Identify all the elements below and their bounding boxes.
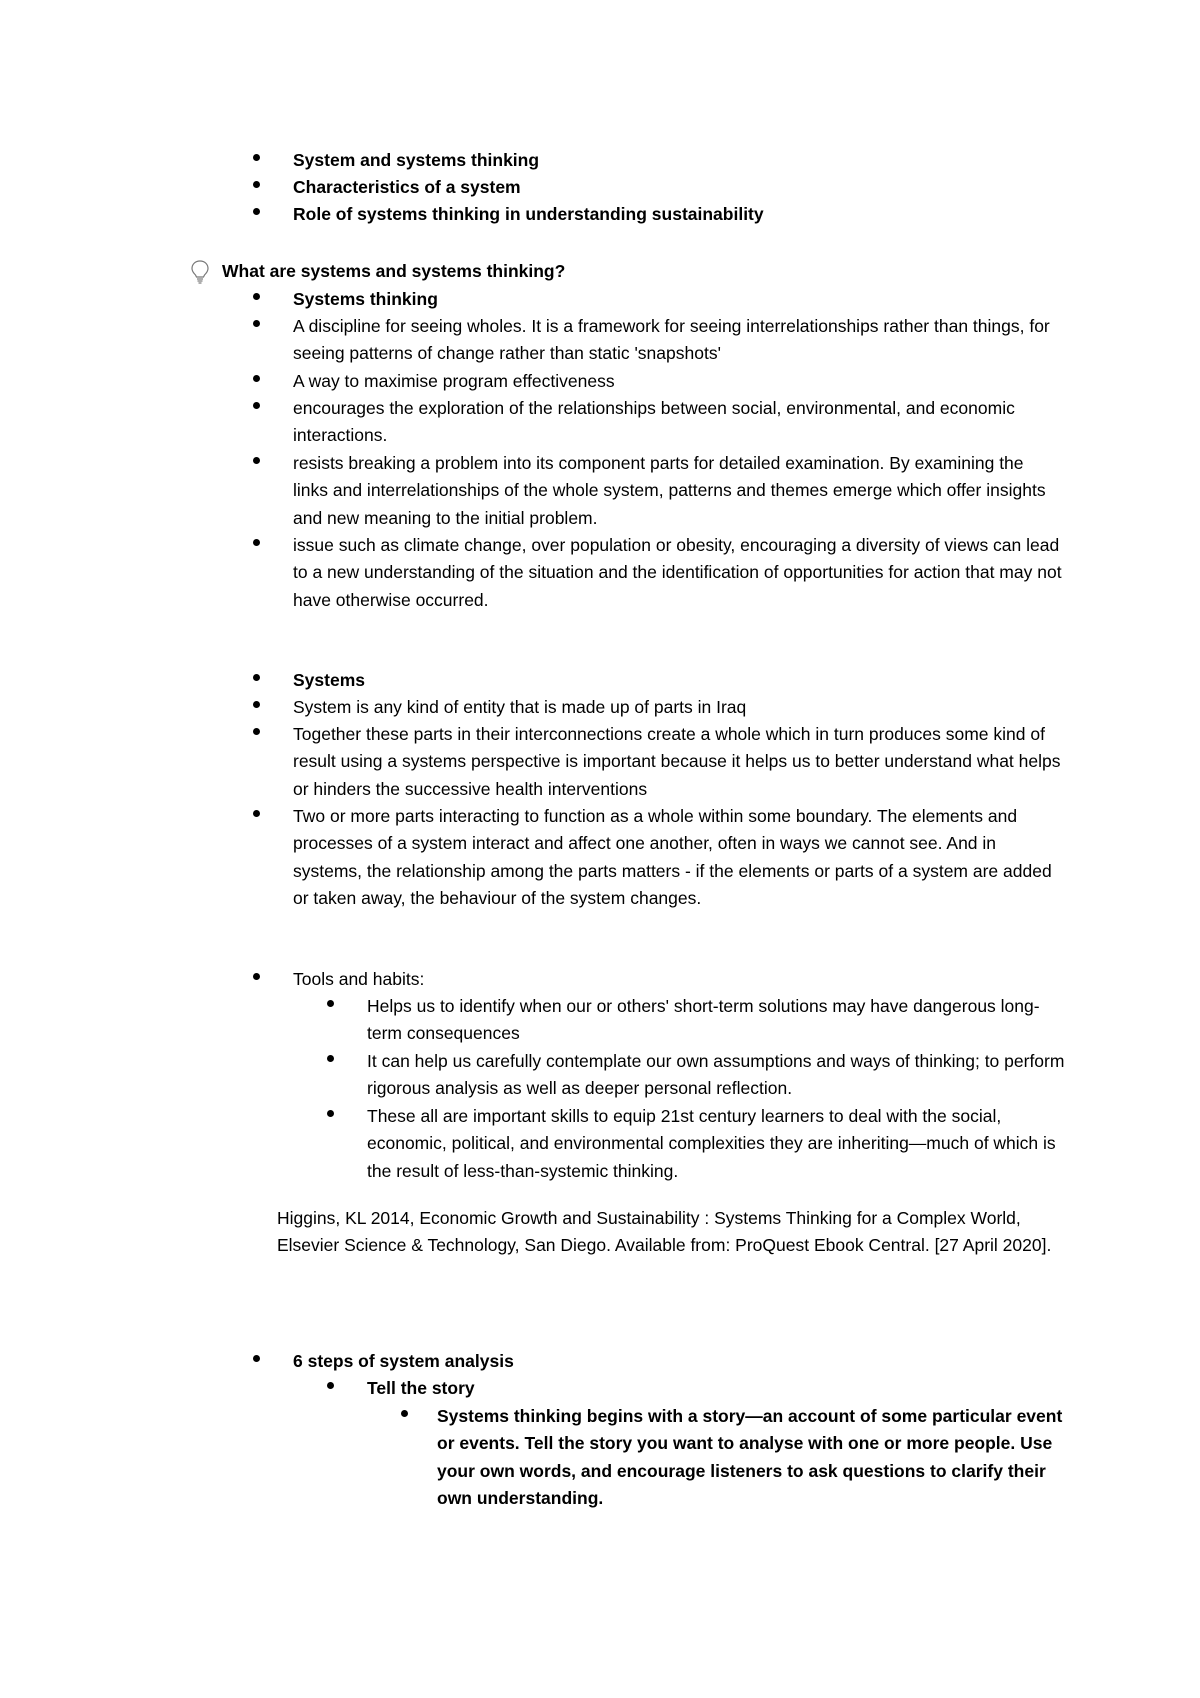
list-item-text: A discipline for seeing wholes. It is a framework for seeing interrelationships rather than things, for seeing patterns of change rather than static 'snapshots' [293, 316, 1050, 364]
list-item [253, 286, 1063, 313]
list-item-text: Systems thinking begins with a story—an account of some particular event or events. Tell the story you want to analyse with one or more people. Use your own words, and encourage listeners to ask questions to clarify their own understanding. [437, 1406, 1063, 1508]
bullet-icon [253, 810, 260, 817]
bullet-icon [401, 1410, 408, 1417]
list-item-text: Tell the story [367, 1378, 475, 1398]
list-item [327, 1048, 1067, 1103]
bullet-icon [327, 1382, 334, 1389]
bullet-icon [253, 1355, 260, 1362]
bullet-icon [253, 402, 260, 409]
bullet-icon [253, 539, 260, 546]
list-item-text: Helps us to identify when our or others' short-term solutions may have dangerous long-term consequences [367, 996, 1040, 1044]
bullet-icon [253, 728, 260, 735]
list-item [327, 1103, 1067, 1185]
bullet-icon [327, 1055, 334, 1062]
section-heading-text: What are systems and systems thinking? [222, 261, 566, 281]
list-item-text: Systems thinking [293, 289, 438, 309]
list-item [253, 174, 1063, 201]
list-item-text: 6 steps of system analysis [293, 1351, 514, 1371]
list-item [253, 532, 1063, 614]
list-item-text: resists breaking a problem into its component parts for detailed examination. By examining the links and interrelationships of the whole system, patterns and themes emerge which offer insights and new meaning to the initial problem. [293, 453, 1046, 528]
bullet-icon [253, 457, 260, 464]
list-item [253, 966, 1063, 993]
bullet-icon [327, 1000, 334, 1007]
bullet-icon [327, 1110, 334, 1117]
list-item-text: Tools and habits: [293, 969, 425, 989]
list-item-text: System and systems thinking [293, 150, 540, 170]
list-item [253, 147, 1063, 174]
list-item-text: Systems [293, 670, 365, 690]
bullet-icon [253, 181, 260, 188]
list-item [253, 803, 1063, 912]
list-item-text: issue such as climate change, over population or obesity, encouraging a diversity of views can lead to a new understanding of the situation and the identification of opportunities for action that may not have otherwise occurred. [293, 535, 1062, 610]
list-item [253, 201, 1063, 228]
lightbulb-icon [190, 260, 210, 284]
bullet-icon [253, 973, 260, 980]
list-item [253, 313, 1063, 368]
list-item-text: Role of systems thinking in understanding sustainability [293, 204, 764, 224]
list-item [327, 1375, 1067, 1402]
list-item-text: System is any kind of entity that is made up of parts in Iraq [293, 697, 747, 717]
bullet-icon [253, 701, 260, 708]
list-item [253, 450, 1063, 532]
bullet-icon [253, 375, 260, 382]
list-item-text: Characteristics of a system [293, 177, 521, 197]
list-item-text: Together these parts in their interconnections create a whole which in turn produces some kind of result using a systems perspective is important because it helps us to better understand what helps or hinders the successive health interventions [293, 724, 1061, 799]
list-item [253, 694, 1063, 721]
list-item [253, 1348, 1063, 1375]
list-item-text: These all are important skills to equip 21st century learners to deal with the social, economic, political, and environmental complexities they are inheriting—much of which is the result of less-than-systemic thinking. [367, 1106, 1056, 1181]
bullet-icon [253, 154, 260, 161]
list-item [253, 721, 1063, 803]
list-item [253, 368, 1063, 395]
list-item [253, 667, 1063, 694]
list-item [401, 1403, 1067, 1512]
list-item-text: It can help us carefully contemplate our own assumptions and ways of thinking; to perform rigorous analysis as well as deeper personal reflection. [367, 1051, 1065, 1099]
bullet-icon [253, 674, 260, 681]
list-item [253, 395, 1063, 450]
list-item-text: A way to maximise program effectiveness [293, 371, 615, 391]
list-item [327, 993, 1067, 1048]
bullet-icon [253, 293, 260, 300]
list-item-text: encourages the exploration of the relationships between social, environmental, and economic interactions. [293, 398, 1015, 446]
bullet-icon [253, 320, 260, 327]
reference-citation: Higgins, KL 2014, Economic Growth and Sustainability : Systems Thinking for a Complex World, Elsevier Science & Technology, San Diego. Available from: ProQuest Ebook Central. [27 April 2020]. [277, 1208, 1052, 1256]
section-heading [190, 258, 565, 285]
bullet-icon [253, 208, 260, 215]
list-item-text: Two or more parts interacting to function as a whole within some boundary. The elements and processes of a system interact and affect one another, often in ways we cannot see. And in systems, the relationship among the parts matters - if the elements or parts of a system are added or taken away, the behaviour of the system changes. [293, 806, 1052, 908]
